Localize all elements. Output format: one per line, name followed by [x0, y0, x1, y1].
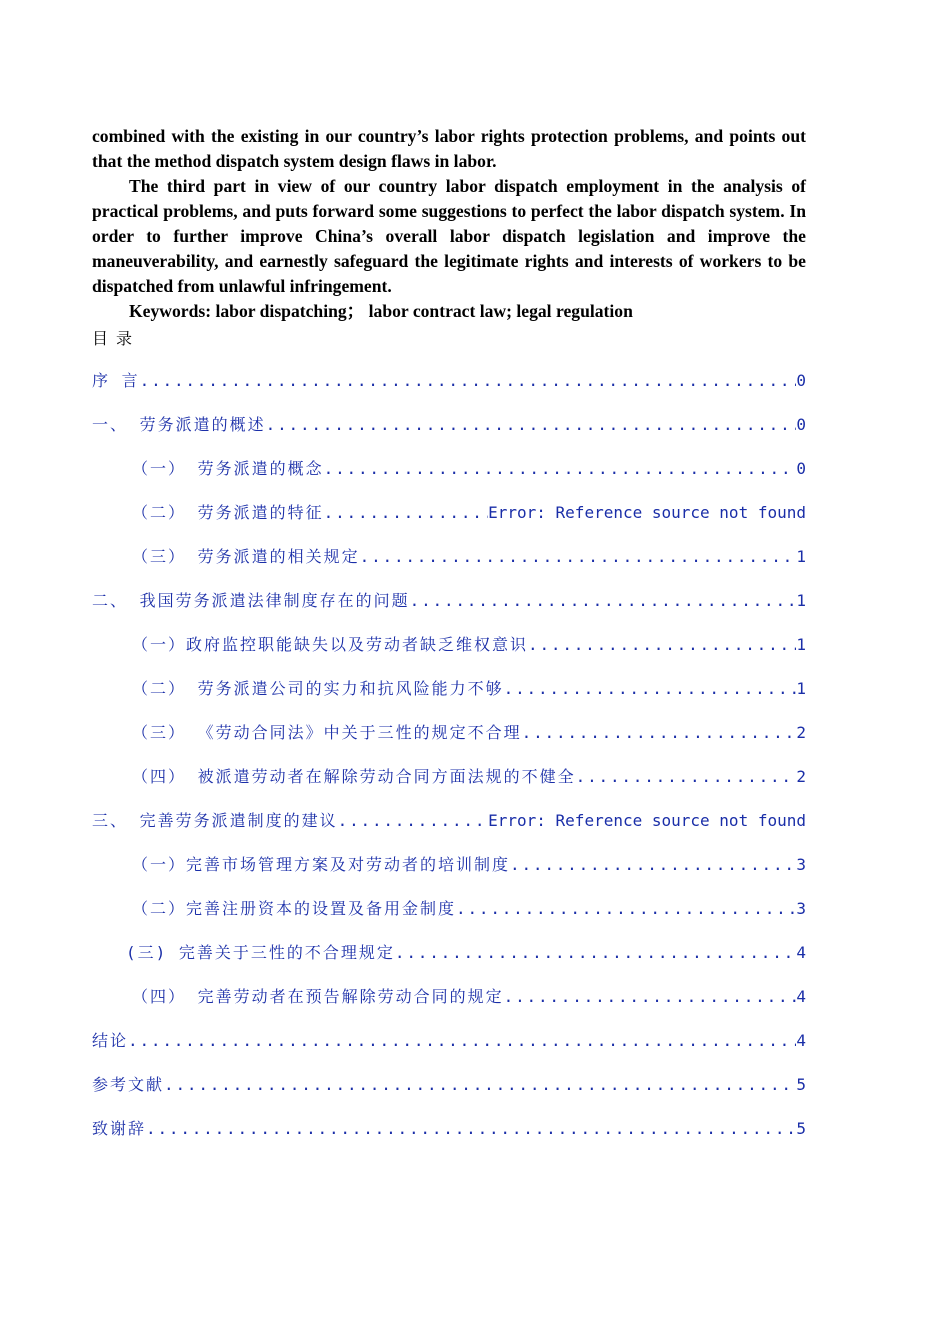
toc-entry-page: 1	[796, 547, 806, 566]
toc-entry-page: 4	[796, 1031, 806, 1050]
toc-entry-page: 1	[796, 635, 806, 654]
toc-leader-dots	[164, 1073, 796, 1097]
toc-heading: 目录	[92, 329, 141, 348]
toc-entry[interactable]	[92, 1117, 806, 1161]
toc-entry[interactable]	[92, 369, 806, 413]
toc-leader-dots	[522, 721, 797, 745]
abstract-paragraph-2: The third part in view of our country labor dispatch employment in the analysis of practical problems, and puts forward some suggestions to perfect the labor dispatch system. In order to further improve China’s overall labor dispatch legislation and improve the maneuverability, and earnestly safeguard the legitimate rights and interests of workers to be dispatched from unlawful infringement.	[92, 176, 806, 296]
toc-entry-label: (三) 完善关于三性的不合理规定	[126, 943, 395, 962]
toc-entry-page: Error: Reference source not found	[488, 503, 806, 522]
toc-leader-dots	[338, 809, 488, 833]
toc-entry[interactable]	[92, 985, 806, 1029]
toc-entry[interactable]	[92, 677, 806, 721]
toc-entry[interactable]	[92, 545, 806, 589]
toc-leader-dots	[504, 985, 797, 1009]
toc-entry[interactable]	[92, 765, 806, 809]
toc-entry-page: 0	[796, 415, 806, 434]
toc-entry[interactable]	[92, 633, 806, 677]
toc-leader-dots	[410, 589, 797, 613]
toc-entry-page: 1	[796, 591, 806, 610]
toc-entry-page: 2	[796, 767, 806, 786]
toc-entry-page: 2	[796, 723, 806, 742]
toc-entry-page: 5	[796, 1119, 806, 1138]
toc-entry-label: （一） 劳务派遣的概念	[132, 459, 324, 478]
abstract-section	[92, 124, 806, 324]
toc-entry-label: （一）完善市场管理方案及对劳动者的培训制度	[132, 855, 511, 874]
toc-entry[interactable]	[92, 1029, 806, 1073]
toc-entry-label: （四） 完善劳动者在预告解除劳动合同的规定	[132, 987, 504, 1006]
toc-entry[interactable]	[92, 413, 806, 457]
toc-leader-dots	[576, 765, 797, 789]
toc-leader-dots	[146, 1117, 796, 1141]
toc-entry-page: 5	[796, 1075, 806, 1094]
toc-entry-page: 3	[796, 899, 806, 918]
toc-entry-page: 3	[796, 855, 806, 874]
toc-leader-dots	[510, 853, 796, 877]
toc-entry-page: 1	[796, 679, 806, 698]
toc-entry-label: （三） 劳务派遣的相关规定	[132, 547, 360, 566]
toc-entry-label: 致谢辞	[92, 1119, 147, 1138]
toc-entry-page: Error: Reference source not found	[488, 811, 806, 830]
toc-leader-dots	[395, 941, 796, 965]
toc-entry-label: （二） 劳务派遣的特征	[132, 503, 324, 522]
document-page	[92, 124, 806, 1161]
toc-entry-label: 一、 劳务派遣的概述	[92, 415, 266, 434]
toc-leader-dots	[324, 501, 488, 525]
toc-entry-label: （二）完善注册资本的设置及备用金制度	[132, 899, 457, 918]
toc-leader-dots	[324, 457, 797, 481]
toc-entry[interactable]	[92, 501, 806, 545]
toc-entry-label: 结论	[92, 1031, 129, 1050]
toc-entry[interactable]	[92, 853, 806, 897]
toc-entry-label: 二、 我国劳务派遣法律制度存在的问题	[92, 591, 410, 610]
toc-entry-page: 4	[796, 943, 806, 962]
toc-leader-dots	[128, 1029, 796, 1053]
toc-entry-page: 4	[796, 987, 806, 1006]
toc-entry[interactable]	[92, 457, 806, 501]
toc-entry-label: 三、 完善劳务派遣制度的建议	[92, 811, 338, 830]
toc-entry-page: 0	[796, 459, 806, 478]
table-of-contents	[92, 369, 806, 1161]
keywords-line: Keywords: labor dispatching； labor contract law; legal regulation	[129, 301, 633, 321]
toc-entry-label: 参考文献	[92, 1075, 165, 1094]
toc-entry-label: 序 言	[92, 371, 140, 390]
toc-entry-label: （一）政府监控职能缺失以及劳动者缺乏维权意识	[132, 635, 529, 654]
abstract-paragraph-1: combined with the existing in our country’s labor rights protection problems, and points out that the method dispatch system design flaws in labor.	[92, 126, 806, 171]
toc-entry-label: （四） 被派遣劳动者在解除劳动合同方面法规的不健全	[132, 767, 576, 786]
toc-entry-label: （三） 《劳动合同法》中关于三性的规定不合理	[132, 723, 522, 742]
toc-leader-dots	[266, 413, 797, 437]
toc-entry[interactable]	[92, 897, 806, 941]
toc-leader-dots	[528, 633, 796, 657]
toc-leader-dots	[504, 677, 797, 701]
toc-entry[interactable]	[92, 809, 806, 853]
toc-entry[interactable]	[92, 941, 806, 985]
toc-entry-page: 0	[796, 371, 806, 390]
toc-entry[interactable]	[92, 589, 806, 633]
toc-entry-label: （二） 劳务派遣公司的实力和抗风险能力不够	[132, 679, 504, 698]
toc-leader-dots	[140, 369, 797, 393]
toc-leader-dots	[456, 897, 796, 921]
toc-entry[interactable]	[92, 721, 806, 765]
toc-entry[interactable]	[92, 1073, 806, 1117]
toc-leader-dots	[360, 545, 797, 569]
